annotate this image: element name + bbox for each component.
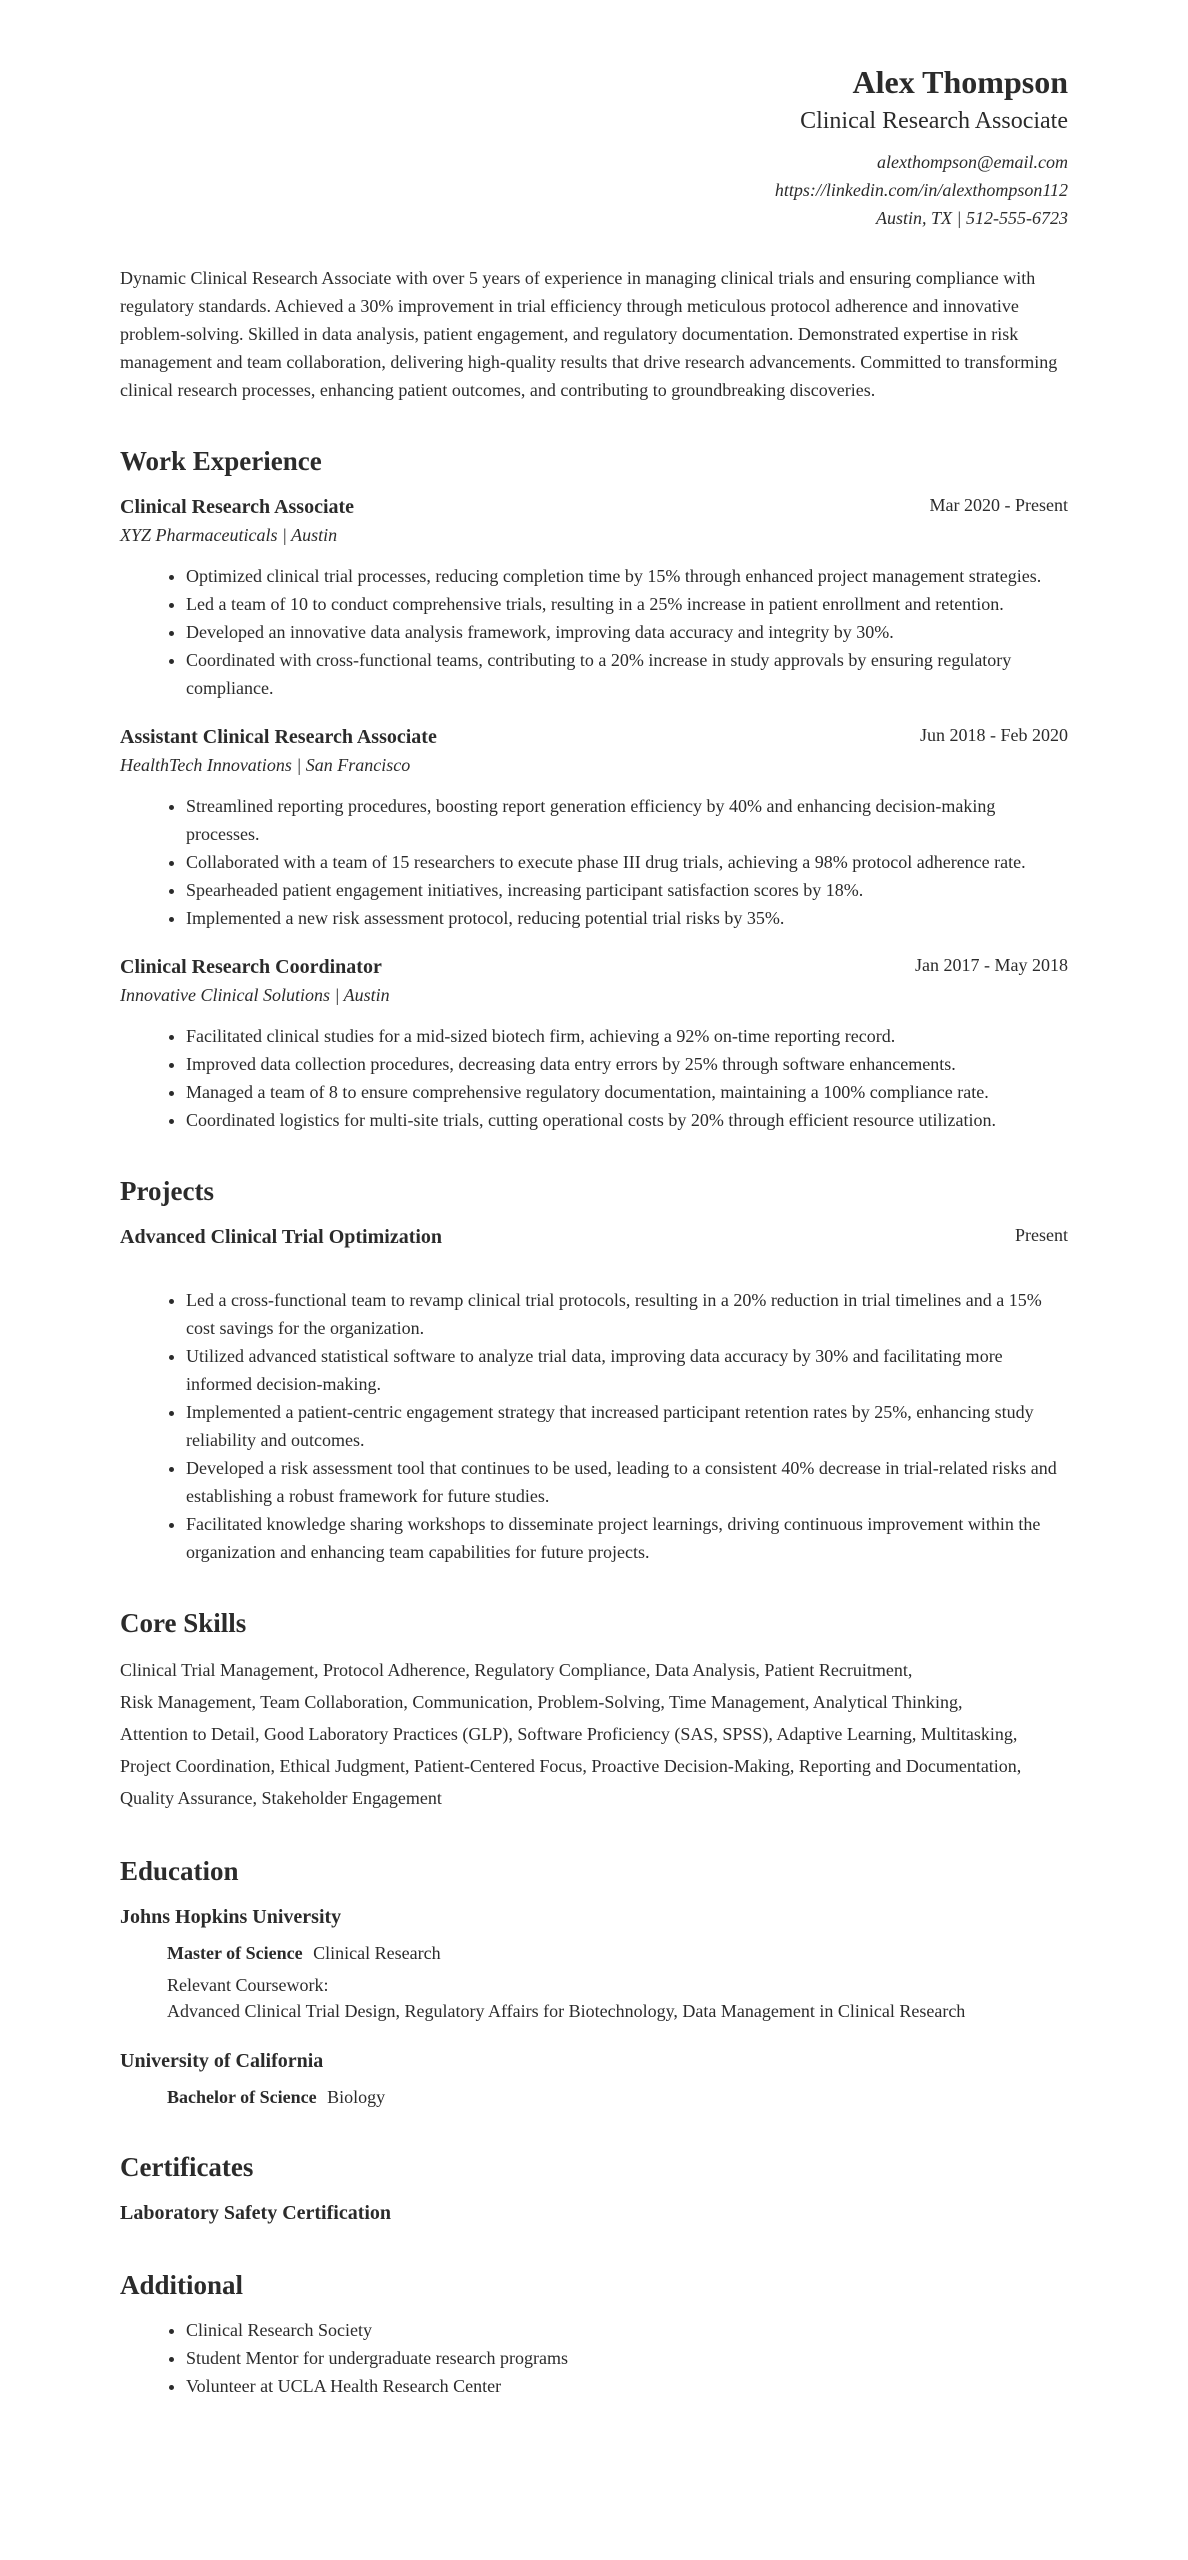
project-bullet: • Facilitated knowledge sharing workshops to disseminate project learnings, driving continuous improvement within the organization and enhancing team capabilities for future projects.: [186, 1510, 1068, 1566]
project-bullets: [120, 1286, 1068, 1566]
job-date: Jun 2018 - Feb 2020: [920, 725, 1068, 745]
resume-header: [120, 60, 1068, 232]
job-bullet: • Collaborated with a team of 15 researchers to execute phase III drug trials, achieving a 98% protocol adherence rate.: [186, 848, 1068, 876]
job-bullet: • Implemented a new risk assessment protocol, reducing potential trial risks by 35%.: [186, 904, 1068, 932]
core-skills-list: Clinical Trial Management, Protocol Adherence, Regulatory Compliance, Data Analysis, Patient Recruitment, Risk Management, Team Collaboration, Communication, Problem-Solving, Time Management, Analytical Thinking, Attention to Detail, Good Laboratory Practices (GLP), Software Proficiency (SAS, SPSS), Adaptive Learning, Multitasking, Project Coordination, Ethical Judgment, Patient-Centered Focus, Proactive Decision-Making, Reporting and Documentation, Quality Assurance, Stakeholder Engagement: [120, 1660, 1022, 1808]
job-bullet: • Optimized clinical trial processes, reducing completion time by 15% through enhanced project management strategies.: [186, 562, 1068, 590]
degree-field: Biology: [327, 2087, 386, 2107]
job-bullet: • Managed a team of 8 to ensure comprehensive regulatory documentation, maintaining a 100% compliance rate.: [186, 1078, 1068, 1106]
coursework-list: Advanced Clinical Trial Design, Regulatory Affairs for Biotechnology, Data Management in Clinical Research: [167, 2001, 966, 2021]
additional-item: • Volunteer at UCLA Health Research Center: [186, 2372, 1068, 2400]
education-entry: [120, 1902, 1068, 2024]
candidate-name: Alex Thompson: [852, 64, 1068, 100]
coursework-label: Relevant Coursework:: [167, 1975, 329, 1995]
degree-line: [167, 2084, 1068, 2110]
candidate-role: Clinical Research Associate: [800, 108, 1068, 134]
project-entry: [120, 1222, 1068, 1566]
project-bullet: • Led a cross-functional team to revamp clinical trial protocols, resulting in a 20% reduction in trial timelines and a 15% cost savings for the organization.: [186, 1286, 1068, 1342]
additional-item: • Student Mentor for undergraduate research programs: [186, 2344, 1068, 2372]
job-bullet: • Led a team of 10 to conduct comprehensive trials, resulting in a 25% increase in patient enrollment and retention.: [186, 590, 1068, 618]
job-entry: [120, 952, 1068, 1134]
job-bullet: • Facilitated clinical studies for a mid-sized biotech firm, achieving a 92% on-time reporting record.: [186, 1022, 1068, 1050]
projects-heading: Projects: [120, 1176, 214, 1206]
contact-email: alexthompson@email.com: [876, 152, 1068, 172]
degree-name: Master of Science: [167, 1943, 303, 1963]
job-company: XYZ Pharmaceuticals | Austin: [120, 525, 338, 545]
work-experience-heading: Work Experience: [120, 446, 322, 476]
additional-heading: Additional: [120, 2270, 244, 2300]
core-skills-heading: Core Skills: [120, 1608, 247, 1638]
education-entry: [120, 2046, 1068, 2110]
project-bullet: • Implemented a patient-centric engagement strategy that increased participant retention rates by 25%, enhancing study reliability and outcomes.: [186, 1398, 1068, 1454]
job-bullet: • Spearheaded patient engagement initiatives, increasing participant satisfaction scores by 18%.: [186, 876, 1068, 904]
job-entry: [120, 722, 1068, 932]
job-title: Clinical Research Coordinator: [120, 956, 382, 978]
job-bullet: • Improved data collection procedures, decreasing data entry errors by 25% through software enhancements.: [186, 1050, 1068, 1078]
degree-field: Clinical Research: [313, 1943, 441, 1963]
education-heading: Education: [120, 1856, 239, 1886]
job-title: Assistant Clinical Research Associate: [120, 726, 437, 748]
job-bullet: • Coordinated logistics for multi-site trials, cutting operational costs by 20% through efficient resource utilization.: [186, 1106, 1068, 1134]
certificate-item: Laboratory Safety Certification: [120, 2202, 392, 2224]
degree-line: [167, 1940, 1068, 1966]
additional-list: [120, 2316, 1068, 2400]
job-date: Mar 2020 - Present: [929, 495, 1068, 515]
project-date: Present: [1015, 1225, 1068, 1245]
school-name: University of California: [120, 2050, 324, 2072]
job-bullet: • Streamlined reporting procedures, boosting report generation efficiency by 40% and enhancing decision-making processes.: [186, 792, 1068, 848]
contact-linkedin: https://linkedin.com/in/alexthompson112: [774, 180, 1068, 200]
job-title: Clinical Research Associate: [120, 496, 355, 518]
job-bullets: [120, 562, 1068, 702]
contact-location-phone: Austin, TX | 512-555-6723: [876, 208, 1068, 228]
project-title: Advanced Clinical Trial Optimization: [120, 1226, 443, 1248]
additional-item: • Clinical Research Society: [186, 2316, 1068, 2344]
project-bullet: • Utilized advanced statistical software to analyze trial data, improving data accuracy by 30% and facilitating more informed decision-making.: [186, 1342, 1068, 1398]
job-company: HealthTech Innovations | San Francisco: [120, 755, 411, 775]
project-bullet: • Developed a risk assessment tool that continues to be used, leading to a consistent 40% decrease in trial-related risks and establishing a robust framework for future studies.: [186, 1454, 1068, 1510]
professional-summary: Dynamic Clinical Research Associate with over 5 years of experience in managing clinical trials and ensuring compliance with regulatory standards. Achieved a 30% improvement in trial efficiency through meticulous protocol adherence and innovative problem-solving. Skilled in data analysis, patient engagement, and regulatory documentation. Demonstrated expertise in risk management and team collaboration, delivering high-quality results that drive research advancements. Committed to transforming clinical research processes, enhancing patient outcomes, and contributing to groundbreaking discoveries.: [120, 268, 1058, 400]
job-bullets: [120, 1022, 1068, 1134]
job-date: Jan 2017 - May 2018: [915, 955, 1068, 975]
school-name: Johns Hopkins University: [120, 1906, 342, 1928]
job-bullet: • Developed an innovative data analysis framework, improving data accuracy and integrity by 30%.: [186, 618, 1068, 646]
job-company: Innovative Clinical Solutions | Austin: [120, 985, 390, 1005]
certificates-heading: Certificates: [120, 2152, 254, 2182]
job-bullet: • Coordinated with cross-functional teams, contributing to a 20% increase in study approvals by ensuring regulatory compliance.: [186, 646, 1068, 702]
job-bullets: [120, 792, 1068, 932]
job-entry: [120, 492, 1068, 702]
degree-name: Bachelor of Science: [167, 2087, 317, 2107]
